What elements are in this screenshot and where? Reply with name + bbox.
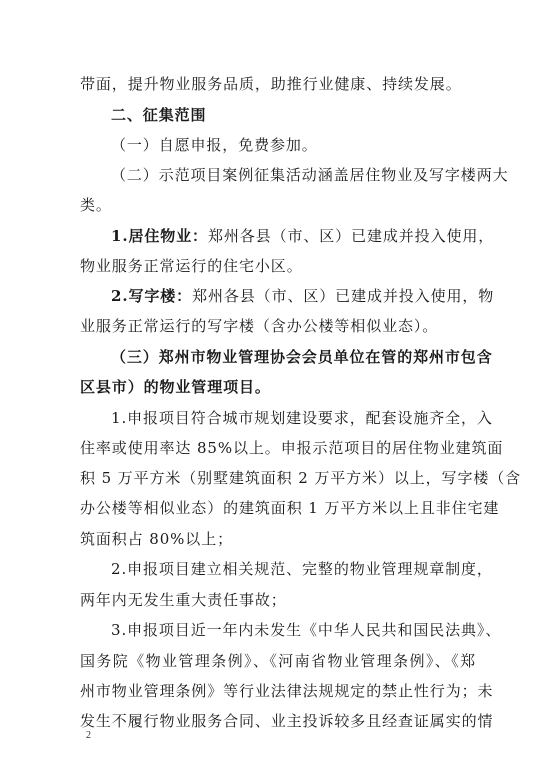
paragraph-line: 积 5 万平方米（别墅建筑面积 2 万平方米）以上，写字楼（含 [80,469,522,487]
item-label: 1.居住物业： [111,227,208,245]
section-heading: 二、征集范围 [111,106,207,124]
paragraph-line [111,226,495,246]
item-text: 郑州各县（市、区）已建成并投入使用，物 [192,287,495,305]
paragraph-line: 1.申报项目符合城市规划建设要求，配套设施齐全，入 [111,409,493,427]
item-label: 2.写字楼： [111,287,193,305]
paragraph-line: 2.申报项目建立相关规范、完整的物业管理规章制度， [111,560,493,578]
paragraph-line: 住率或使用率达 85%以上。申报示范项目的居住物业建筑面 [80,439,504,457]
paragraph-line: 类。 [80,196,112,214]
paragraph-line: 两年内无发生重大责任事故； [80,591,287,609]
paragraph-line: 国务院《物业管理条例》、《河南省物业管理条例》、《郑 [80,652,476,670]
page-number: 2 [86,730,91,741]
paragraph-line: （二）示范项目案例征集活动涵盖居住物业及写字楼两大 [111,166,509,184]
paragraph-line: 筑面积占 80%以上； [80,530,234,548]
item-text: 郑州各县（市、区）已建成并投入使用， [207,227,495,245]
paragraph-line: 3.申报项目近一年内未发生《中华人民共和国民法典》、 [111,621,502,639]
paragraph-line [111,286,495,306]
paragraph-line: 区县市）的物业管理项目。 [80,378,271,396]
paragraph-line: （三）郑州市物业管理协会会员单位在管的郑州市包含 [111,348,493,366]
paragraph-line: 带面，提升物业服务品质，助推行业健康、持续发展。 [80,75,462,93]
paragraph-line: （一）自愿申报，免费参加。 [111,136,318,154]
paragraph-line: 业服务正常运行的写字楼（含办公楼等相似业态）。 [80,317,439,335]
paragraph-line: 发生不履行物业服务合同、业主投诉较多且经查证属实的情 [80,712,494,730]
paragraph-line: 州市物业管理条例》等行业法律法规规定的禁止性行为；未 [80,682,494,700]
paragraph-line: 办公楼等相似业态）的建筑面积 1 万平方米以上且非住宅建 [80,499,500,517]
paragraph-line: 物业服务正常运行的住宅小区。 [80,257,303,275]
